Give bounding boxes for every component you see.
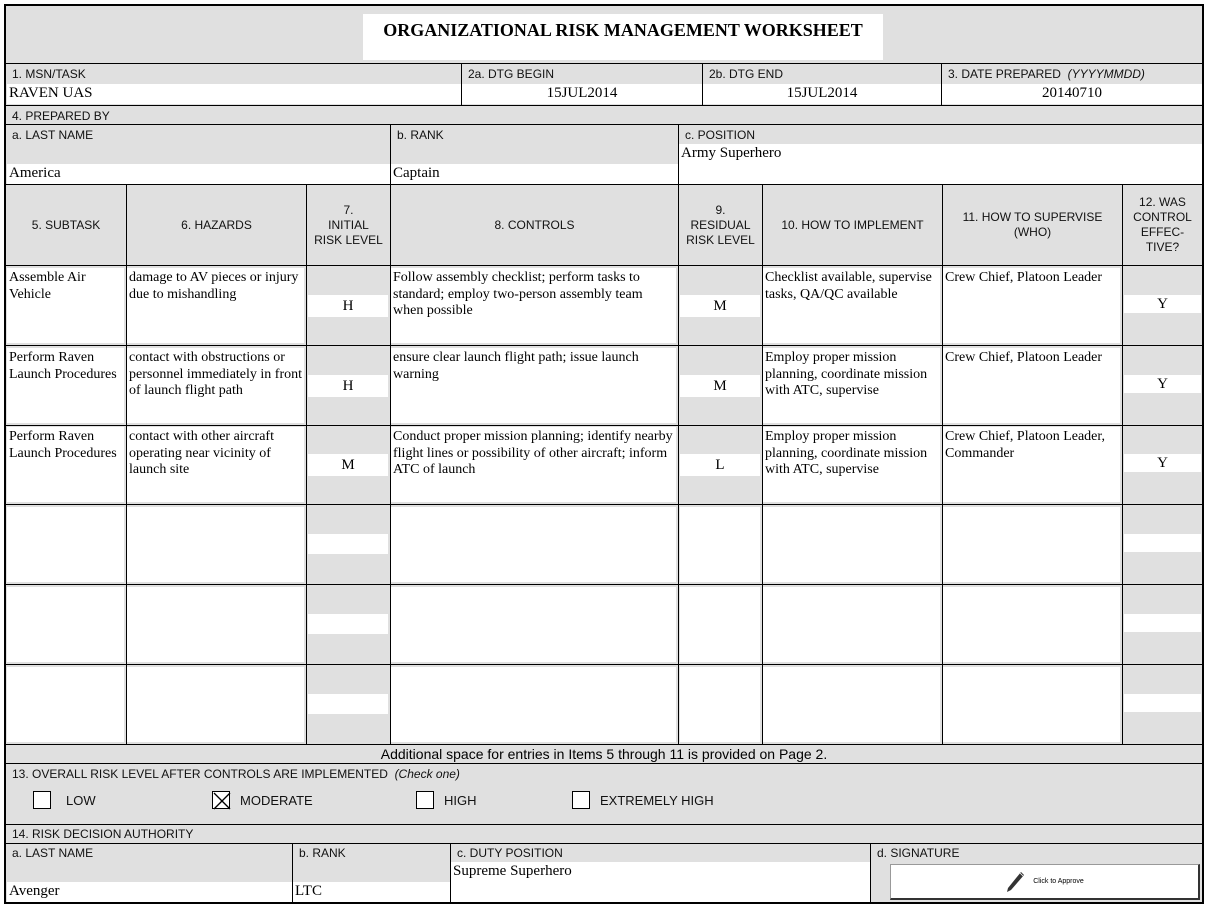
low-option-label: LOW [66, 793, 96, 808]
msn-task-label: 1. MSN/TASK [12, 67, 86, 81]
header-effective: 12. WAS CONTROL EFFEC- TIVE? [1133, 195, 1192, 254]
effective-cell[interactable]: Y [1124, 454, 1201, 472]
hazards-cell[interactable]: contact with obstructions or personnel immediately in front of launch flight path [127, 348, 304, 423]
hazards-cell[interactable] [127, 667, 304, 742]
supervise-cell[interactable]: Crew Chief, Platoon Leader, Commander [943, 427, 1120, 502]
effective-cell[interactable] [1124, 694, 1201, 712]
last-name-input[interactable]: America [7, 164, 390, 184]
header-initial-risk: 7. INITIAL RISK LEVEL [314, 202, 383, 247]
controls-cell[interactable]: Conduct proper mission planning; identify nearby flight lines or possibility of other aircraft; inform ATC of launch [391, 427, 676, 502]
authority-rank-label: b. RANK [299, 846, 346, 860]
signature-label: d. SIGNATURE [877, 846, 960, 860]
residual-risk-cell[interactable]: L [680, 454, 760, 476]
authority-rank-input[interactable]: LTC [293, 882, 450, 902]
subtask-cell[interactable] [7, 587, 124, 662]
msn-task-input[interactable]: RAVEN UAS [7, 84, 461, 104]
last-name-label: a. LAST NAME [12, 128, 94, 142]
hazards-cell[interactable] [127, 587, 304, 662]
initial-risk-cell[interactable] [308, 614, 388, 634]
check-one-hint: (Check one) [394, 767, 460, 781]
header-residual-risk: 9. RESIDUAL RISK LEVEL [686, 202, 755, 247]
supervise-cell[interactable] [943, 587, 1120, 662]
moderate-option-label: MODERATE [240, 793, 313, 808]
additional-space-note: Additional space for entries in Items 5 through 11 is provided on Page 2. [380, 746, 828, 762]
header-how-supervise: 11. HOW TO SUPERVISE (WHO) [962, 210, 1103, 239]
pen-icon [1005, 871, 1025, 893]
dtg-end-input[interactable]: 15JUL2014 [703, 84, 941, 104]
rank-input[interactable]: Captain [391, 164, 678, 184]
hazards-cell[interactable] [127, 507, 304, 582]
residual-risk-cell[interactable]: M [680, 295, 760, 317]
residual-risk-cell[interactable] [680, 507, 760, 582]
implement-cell[interactable]: Employ proper mission planning, coordinate mission with ATC, supervise [763, 427, 940, 502]
check-x-icon [213, 792, 231, 810]
dtg-end-label: 2b. DTG END [709, 67, 784, 81]
supervise-cell[interactable] [943, 507, 1120, 582]
duty-position-label: c. DUTY POSITION [457, 846, 563, 860]
effective-cell[interactable]: Y [1124, 375, 1201, 393]
hazards-cell[interactable]: damage to AV pieces or injury due to mishandling [127, 268, 304, 343]
controls-cell[interactable] [391, 667, 676, 742]
dtg-begin-input[interactable]: 15JUL2014 [462, 84, 702, 104]
residual-risk-cell[interactable] [680, 587, 760, 662]
risk-authority-label: 14. RISK DECISION AUTHORITY [12, 827, 194, 841]
date-prepared-input[interactable]: 20140710 [942, 84, 1202, 104]
high-checkbox[interactable] [416, 791, 434, 809]
controls-cell[interactable]: ensure clear launch flight path; issue launch warning [391, 348, 676, 423]
overall-risk-label: 13. OVERALL RISK LEVEL AFTER CONTROLS ARE IMPLEMENTED (Check one) [12, 767, 460, 781]
initial-risk-cell[interactable] [308, 534, 388, 554]
duty-position-input[interactable]: Supreme Superhero [451, 862, 870, 902]
form-title: ORGANIZATIONAL RISK MANAGEMENT WORKSHEET [383, 20, 863, 40]
authority-last-name-input[interactable]: Avenger [7, 882, 292, 902]
implement-cell[interactable] [763, 667, 940, 742]
rank-label: b. RANK [397, 128, 444, 142]
extremely-high-checkbox[interactable] [572, 791, 590, 809]
low-checkbox[interactable] [33, 791, 51, 809]
implement-cell[interactable]: Employ proper mission planning, coordinate mission with ATC, supervise [763, 348, 940, 423]
supervise-cell[interactable]: Crew Chief, Platoon Leader [943, 268, 1120, 343]
approve-label: Click to Approve [1033, 878, 1084, 885]
high-option-label: HIGH [444, 793, 477, 808]
position-input[interactable]: Army Superhero [679, 144, 1202, 184]
position-label: c. POSITION [685, 128, 756, 142]
initial-risk-cell[interactable] [308, 694, 388, 714]
controls-cell[interactable]: Follow assembly checklist; perform tasks to standard; employ two-person assembly team when possible [391, 268, 676, 343]
dtg-begin-label: 2a. DTG BEGIN [468, 67, 555, 81]
subtask-cell[interactable] [7, 507, 124, 582]
supervise-cell[interactable]: Crew Chief, Platoon Leader [943, 348, 1120, 423]
header-subtask: 5. SUBTASK [31, 217, 101, 232]
header-controls: 8. CONTROLS [494, 217, 575, 232]
subtask-cell[interactable] [7, 667, 124, 742]
initial-risk-cell[interactable]: H [308, 295, 388, 317]
moderate-checkbox[interactable] [212, 791, 230, 809]
authority-last-name-label: a. LAST NAME [12, 846, 94, 860]
implement-cell[interactable]: Checklist available, supervise tasks, QA/QC available [763, 268, 940, 343]
subtask-cell[interactable]: Assemble Air Vehicle [7, 268, 124, 343]
click-to-approve-button[interactable] [890, 864, 1200, 900]
controls-cell[interactable] [391, 587, 676, 662]
residual-risk-cell[interactable] [680, 667, 760, 742]
date-prepared-label: 3. DATE PREPARED (YYYYMMDD) [948, 67, 1145, 81]
header-hazards: 6. HAZARDS [181, 217, 252, 232]
subtask-cell[interactable]: Perform Raven Launch Procedures [7, 427, 124, 502]
controls-cell[interactable] [391, 507, 676, 582]
extremely-high-option-label: EXTREMELY HIGH [600, 793, 714, 808]
date-format-hint: (YYYYMMDD) [1067, 67, 1145, 81]
prepared-by-label: 4. PREPARED BY [12, 109, 110, 123]
header-how-implement: 10. HOW TO IMPLEMENT [781, 217, 924, 232]
initial-risk-cell[interactable]: M [308, 454, 388, 476]
implement-cell[interactable] [763, 587, 940, 662]
effective-cell[interactable]: Y [1124, 295, 1201, 313]
residual-risk-cell[interactable]: M [680, 375, 760, 397]
subtask-cell[interactable]: Perform Raven Launch Procedures [7, 348, 124, 423]
hazards-cell[interactable]: contact with other aircraft operating near vicinity of launch site [127, 427, 304, 502]
supervise-cell[interactable] [943, 667, 1120, 742]
initial-risk-cell[interactable]: H [308, 375, 388, 397]
effective-cell[interactable] [1124, 534, 1201, 552]
risk-worksheet-form [4, 4, 1204, 904]
effective-cell[interactable] [1124, 614, 1201, 632]
implement-cell[interactable] [763, 507, 940, 582]
